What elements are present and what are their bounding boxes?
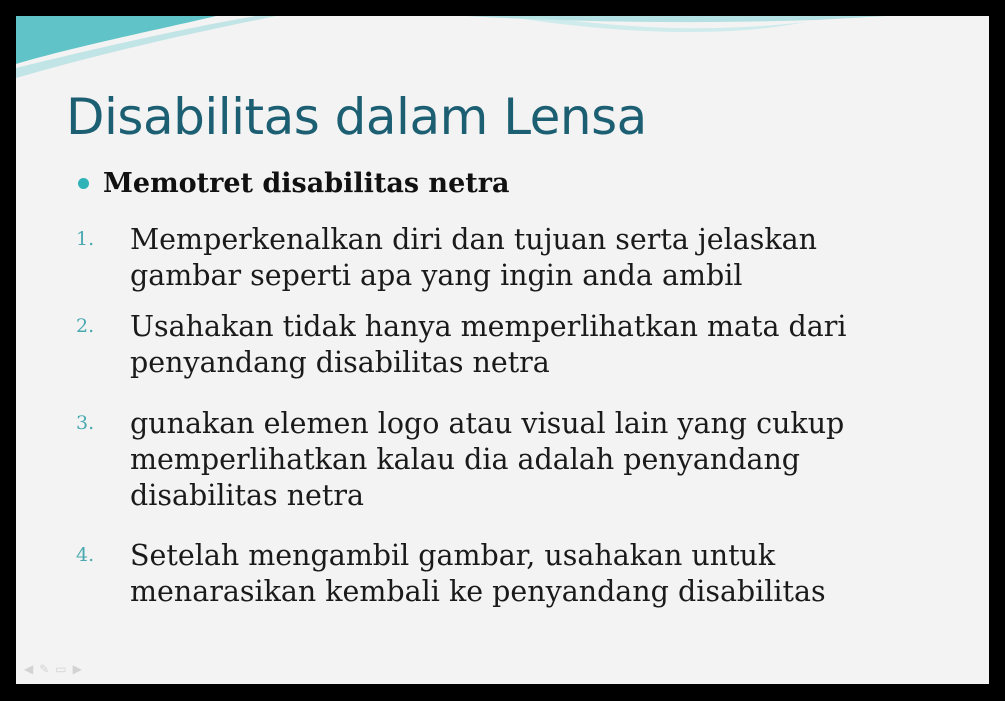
- list-item-text: gunakan elemen logo atau visual lain yang cukup memperlihatkan kalau dia adalah penyandang disabilitas netra: [130, 407, 845, 512]
- list-item-text: Setelah mengambil gambar, usahakan untuk menarasikan kembali ke penyandang disabilitas: [130, 539, 826, 608]
- slide: [16, 16, 989, 684]
- list-item-text: Memperkenalkan diri dan tujuan serta jelaskan gambar seperti apa yang ingin anda ambil: [130, 223, 817, 292]
- next-arrow-icon[interactable]: ▶: [72, 662, 82, 676]
- bullet-text: Memotret disabilitas netra: [103, 168, 510, 199]
- bullet-heading: [78, 168, 509, 199]
- list-item-text: Usahakan tidak hanya memperlihatkan mata dari penyandang disabilitas netra: [130, 310, 847, 379]
- bullet-dot-icon: [78, 178, 89, 189]
- pen-icon[interactable]: ✎: [39, 662, 50, 676]
- list-item-number: 2.: [76, 315, 95, 337]
- slide-nav-controls: [24, 662, 82, 676]
- list-item-number: 3.: [76, 412, 95, 434]
- slide-title: Disabilitas dalam Lensa: [66, 88, 647, 146]
- decorative-swoosh: [16, 16, 989, 86]
- list-item-number: 1.: [76, 228, 95, 250]
- menu-icon[interactable]: ▭: [55, 662, 67, 676]
- list-item-number: 4.: [76, 544, 95, 566]
- prev-arrow-icon[interactable]: ◀: [24, 662, 34, 676]
